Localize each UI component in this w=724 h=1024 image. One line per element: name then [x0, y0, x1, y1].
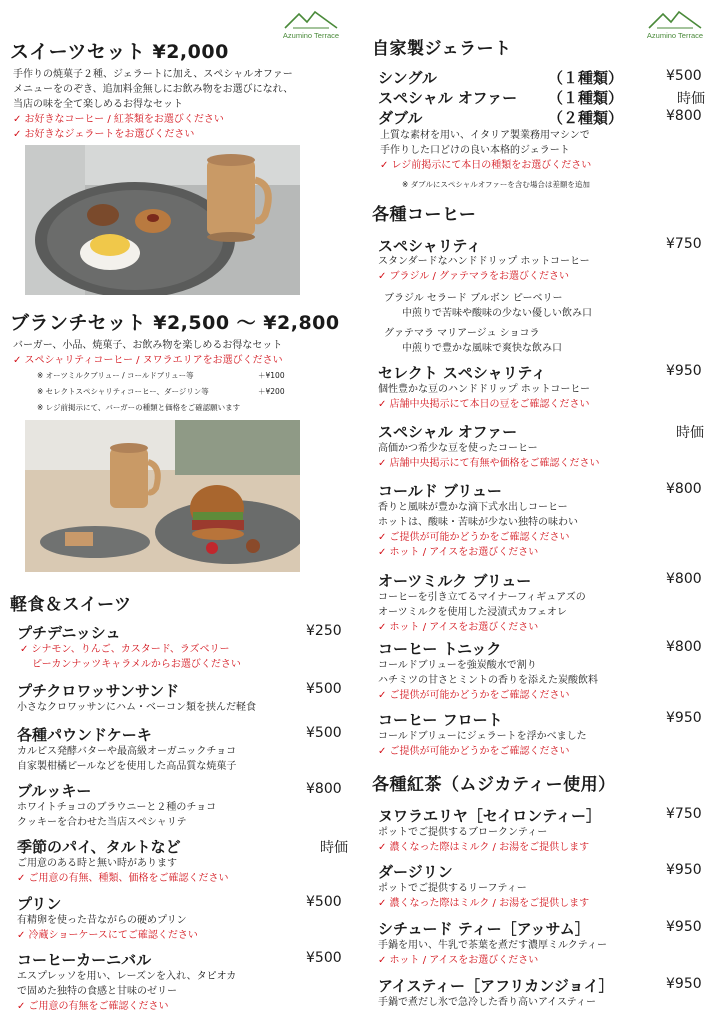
coffee-oat-milk-brew-price: ¥800 — [666, 571, 702, 587]
gelato-desc-1: 上質な素材を用い、イタリア製業務用マシンで — [380, 130, 590, 141]
coffee-oat-milk-brew: オーツミルク ブリュー — [378, 572, 532, 590]
coffee-special-offer-desc: 高価かつ希少な豆を使ったコーヒー — [378, 443, 538, 454]
sweets-set-desc-1: 手作りの焼菓子２種、ジェラートに加え、スペシャルオファー — [13, 69, 293, 80]
item-seasonal-pie-desc: ご用意のある時と無い時があります — [17, 858, 177, 869]
gelato-double: ダブル — [378, 109, 423, 127]
coffee-float-desc: コールドブリューにジェラートを浮かべました — [378, 731, 587, 742]
brunch-set-check: ✓ スペシャリティコーヒー / ヌワラエリアをお選びください — [13, 355, 283, 366]
coffee-special-offer-check: ✓ 店舗中央掲示にて有無や価格をご確認ください — [378, 458, 600, 469]
gelato-double-qty: （２種類） — [548, 109, 624, 127]
brand-name-right: Azumino Terrace — [646, 31, 704, 40]
gelato-note: ※ ダブルにスペシャルオファーを含む場合は差額を追加 — [402, 180, 590, 189]
item-pound-cake-desc-2: 自家製柑橘ピールなどを使用した高品質な焼菓子 — [17, 761, 237, 772]
sweets-set-title: スイーツセット ¥2,000 — [10, 41, 229, 63]
tea-nuwara-eliya: ヌワラエリヤ［セイロンティー］ — [378, 807, 602, 825]
tea-stewed-assam: シチュード ティー［アッサム］ — [378, 920, 590, 938]
mountain-logo-icon — [283, 8, 339, 30]
item-pudding-desc: 有精卵を使った昔ながらの硬めプリン — [17, 915, 187, 926]
coffee-float-price: ¥950 — [666, 710, 702, 726]
brunch-note-1: ※ オーツミルクブリュー / コールドブリュー等 — [37, 371, 194, 380]
coffee-specialty-price: ¥750 — [666, 236, 702, 252]
coffee-cold-brew-desc-1: 香りと風味が豊かな滴下式水出しコーヒー — [378, 502, 568, 513]
brunch-set-title: ブランチセット ¥2,500 〜 ¥2,800 — [10, 312, 340, 334]
sweets-set-photo — [25, 145, 300, 295]
item-petit-danish-check-2: ピーカンナッツキャラメルからお選びください — [32, 659, 241, 670]
item-coffee-carnival-price: ¥500 — [306, 950, 342, 966]
brand-name: Azumino Terrace — [282, 31, 340, 40]
tea-iced-african-joy: アイスティー［アフリカンジョイ］ — [378, 977, 614, 995]
coffee-oat-milk-brew-desc-2: オーツミルクを使用した浸漬式カフェオレ — [378, 607, 567, 618]
gelato-title: 自家製ジェラート — [372, 39, 512, 59]
coffee-specialty-check: ✓ ブラジル / グァテマラをお選びください — [378, 271, 570, 282]
tea-nuwara-eliya-desc: ポットでご提供するブロークンティー — [378, 827, 548, 838]
coffee-tonic-desc-1: コールドブリューを強炭酸水で割り — [378, 660, 537, 671]
gelato-single-price: ¥500 — [666, 68, 702, 84]
coffee-tonic-desc-2: ハチミツの甘さとミントの香りを添えた炭酸飲料 — [378, 675, 598, 686]
brand-logo — [276, 8, 346, 40]
item-pound-cake-desc-1: カルピス発酵バターや最高級オーガニックチョコ — [17, 746, 237, 757]
tea-nuwara-eliya-check: ✓ 濃くなった際はミルク / お湯をご提供します — [378, 842, 590, 853]
tea-stewed-assam-desc: 手鍋を用い、牛乳で茶葉を煮だす濃厚ミルクティー — [378, 940, 607, 951]
coffee-tonic-check: ✓ ご提供が可能かどうかをご確認ください — [378, 690, 570, 701]
item-petit-danish: プチデニッシュ — [17, 624, 121, 642]
sweets-set-desc-2: メニューをのぞき、追加料金無しにお飲み物をお選びになれ、 — [13, 84, 294, 95]
sweets-set-desc-3: 当店の味を全て楽しめるお得なセット — [13, 99, 183, 110]
item-brookie: ブルッキー — [17, 782, 92, 800]
coffee-cold-brew-price: ¥800 — [666, 481, 702, 497]
item-petit-danish-check-1: ✓ シナモン、りんご、カスタード、ラズベリー — [20, 644, 230, 655]
light-meals-title: 軽食＆スイーツ — [10, 595, 132, 615]
coffee-oat-milk-brew-check: ✓ ホット / アイスをお選びください — [378, 622, 539, 633]
item-brookie-desc-1: ホワイトチョコのブラウニーと２種のチョコ — [17, 802, 217, 813]
item-croissant-sand-price: ¥500 — [306, 681, 342, 697]
tea-stewed-assam-check: ✓ ホット / アイスをお選びください — [378, 955, 539, 966]
tea-stewed-assam-price: ¥950 — [666, 919, 702, 935]
coffee-select-specialty-price: ¥950 — [666, 363, 702, 379]
tea-darjeeling: ダージリン — [378, 863, 453, 881]
tea-title: 各種紅茶（ムジカティー使用） — [372, 775, 616, 795]
coffee-title: 各種コーヒー — [372, 205, 477, 225]
item-coffee-carnival-desc-1: エスプレッソを用い、レーズンを入れ、タピオカ — [17, 971, 237, 982]
coffee-tonic: コーヒー トニック — [378, 640, 502, 658]
coffee-tonic-price: ¥800 — [666, 639, 702, 655]
sweets-set-check-2: ✓ お好きなジェラートをお選びください — [13, 129, 195, 140]
coffee-special-offer-price: 時価 — [676, 425, 704, 441]
item-croissant-sand: プチクロワッサンサンド — [17, 682, 180, 700]
coffee-select-specialty: セレクト スペシャリティ — [378, 364, 547, 382]
gelato-single-qty: （１種類） — [548, 69, 624, 87]
gelato-special-offer-price: 時価 — [677, 91, 705, 107]
coffee-specialty-brazil: ブラジル セラード ブルボン ピーベリー — [384, 293, 563, 304]
item-petit-danish-price: ¥250 — [306, 623, 342, 639]
item-coffee-carnival: コーヒーカーニバル — [17, 951, 152, 969]
coffee-cold-brew-desc-2: ホットは、酸味・苦味が少ない独特の味わい — [378, 517, 578, 528]
coffee-oat-milk-brew-desc-1: コーヒーを引き立てるマイナーフィギュアズの — [378, 592, 586, 603]
item-pudding: プリン — [17, 895, 62, 913]
brunch-set-photo — [25, 420, 300, 572]
item-pound-cake-price: ¥500 — [306, 725, 342, 741]
tea-darjeeling-price: ¥950 — [666, 862, 702, 878]
coffee-special-offer: スペシャル オファー — [378, 423, 518, 441]
gelato-single: シングル — [378, 69, 437, 87]
gelato-check: ✓ レジ前掲示にて本日の種類をお選びください — [380, 160, 592, 171]
tea-iced-african-joy-price: ¥950 — [666, 976, 702, 992]
coffee-specialty-brazil-desc: 中煎りで苦味や酸味の少ない優しい飲み口 — [402, 308, 592, 319]
tea-darjeeling-desc: ポットでご提供するリーフティー — [378, 883, 527, 894]
item-seasonal-pie: 季節のパイ、タルトなど — [17, 838, 181, 856]
coffee-specialty-desc: スタンダードなハンドドリップ ホットコーヒー — [378, 256, 590, 267]
coffee-select-specialty-check: ✓ 店舗中央掲示にて本日の豆をご確認ください — [378, 399, 590, 410]
mountain-logo-icon — [647, 8, 703, 30]
item-coffee-carnival-check: ✓ ご用意の有無をご確認ください — [17, 1001, 169, 1012]
brunch-note-2-price: ＋¥200 — [258, 387, 285, 396]
item-coffee-carnival-desc-2: で固めた独特の食感と甘味のゼリー — [17, 986, 177, 997]
gelato-special-offer: スペシャル オファー — [378, 89, 518, 107]
coffee-cold-brew: コールド ブリュー — [378, 482, 502, 500]
item-seasonal-pie-check: ✓ ご用意の有無、種類、価格をご確認ください — [17, 873, 229, 884]
item-brookie-desc-2: クッキーを合わせた当店スペシャリテ — [17, 817, 187, 828]
coffee-float: コーヒー フロート — [378, 711, 503, 729]
item-pudding-price: ¥500 — [306, 894, 342, 910]
brand-logo-right — [640, 8, 710, 40]
tea-iced-african-joy-desc: 手鍋で煮だし氷で急冷した香り高いアイスティー — [378, 997, 596, 1008]
tea-darjeeling-check: ✓ 濃くなった際はミルク / お湯をご提供します — [378, 898, 590, 909]
coffee-specialty: スペシャリティ — [378, 237, 482, 255]
item-croissant-sand-desc: 小さなクロワッサンにハム・ベーコン類を挟んだ軽食 — [17, 702, 256, 713]
brunch-note-2: ※ セレクトスペシャリティコーヒー、ダージリン等 — [37, 387, 209, 396]
coffee-select-specialty-desc: 個性豊かな豆のハンドドリップ ホットコーヒー — [378, 384, 590, 395]
item-pudding-check: ✓ 冷蔵ショーケースにてご確認ください — [17, 930, 198, 941]
coffee-float-check: ✓ ご提供が可能かどうかをご確認ください — [378, 746, 570, 757]
gelato-double-price: ¥800 — [666, 108, 702, 124]
brunch-set-desc: バーガー、小品、焼菓子、お飲み物を楽しめるお得なセット — [13, 340, 283, 351]
coffee-specialty-guatemala: グァテマラ マリアージュ ショコラ — [384, 328, 540, 339]
tea-nuwara-eliya-price: ¥750 — [666, 806, 702, 822]
brunch-note-1-price: ＋¥100 — [258, 371, 285, 380]
gelato-desc-2: 手作りした口どけの良い本格的ジェラート — [380, 145, 570, 156]
sweets-set-check-1: ✓ お好きなコーヒー / 紅茶類をお選びください — [13, 114, 224, 125]
item-seasonal-pie-price: 時価 — [320, 840, 348, 856]
coffee-specialty-guatemala-desc: 中煎りで豊かな風味で爽快な飲み口 — [402, 343, 562, 354]
coffee-cold-brew-check-2: ✓ ホット / アイスをお選びください — [378, 547, 539, 558]
gelato-special-offer-qty: （１種類） — [548, 89, 624, 107]
item-pound-cake: 各種パウンドケーキ — [17, 726, 152, 744]
brunch-note-3: ※ レジ前掲示にて、バーガーの種類と価格をご確認願います — [37, 403, 241, 412]
item-brookie-price: ¥800 — [306, 781, 342, 797]
coffee-cold-brew-check-1: ✓ ご提供が可能かどうかをご確認ください — [378, 532, 570, 543]
